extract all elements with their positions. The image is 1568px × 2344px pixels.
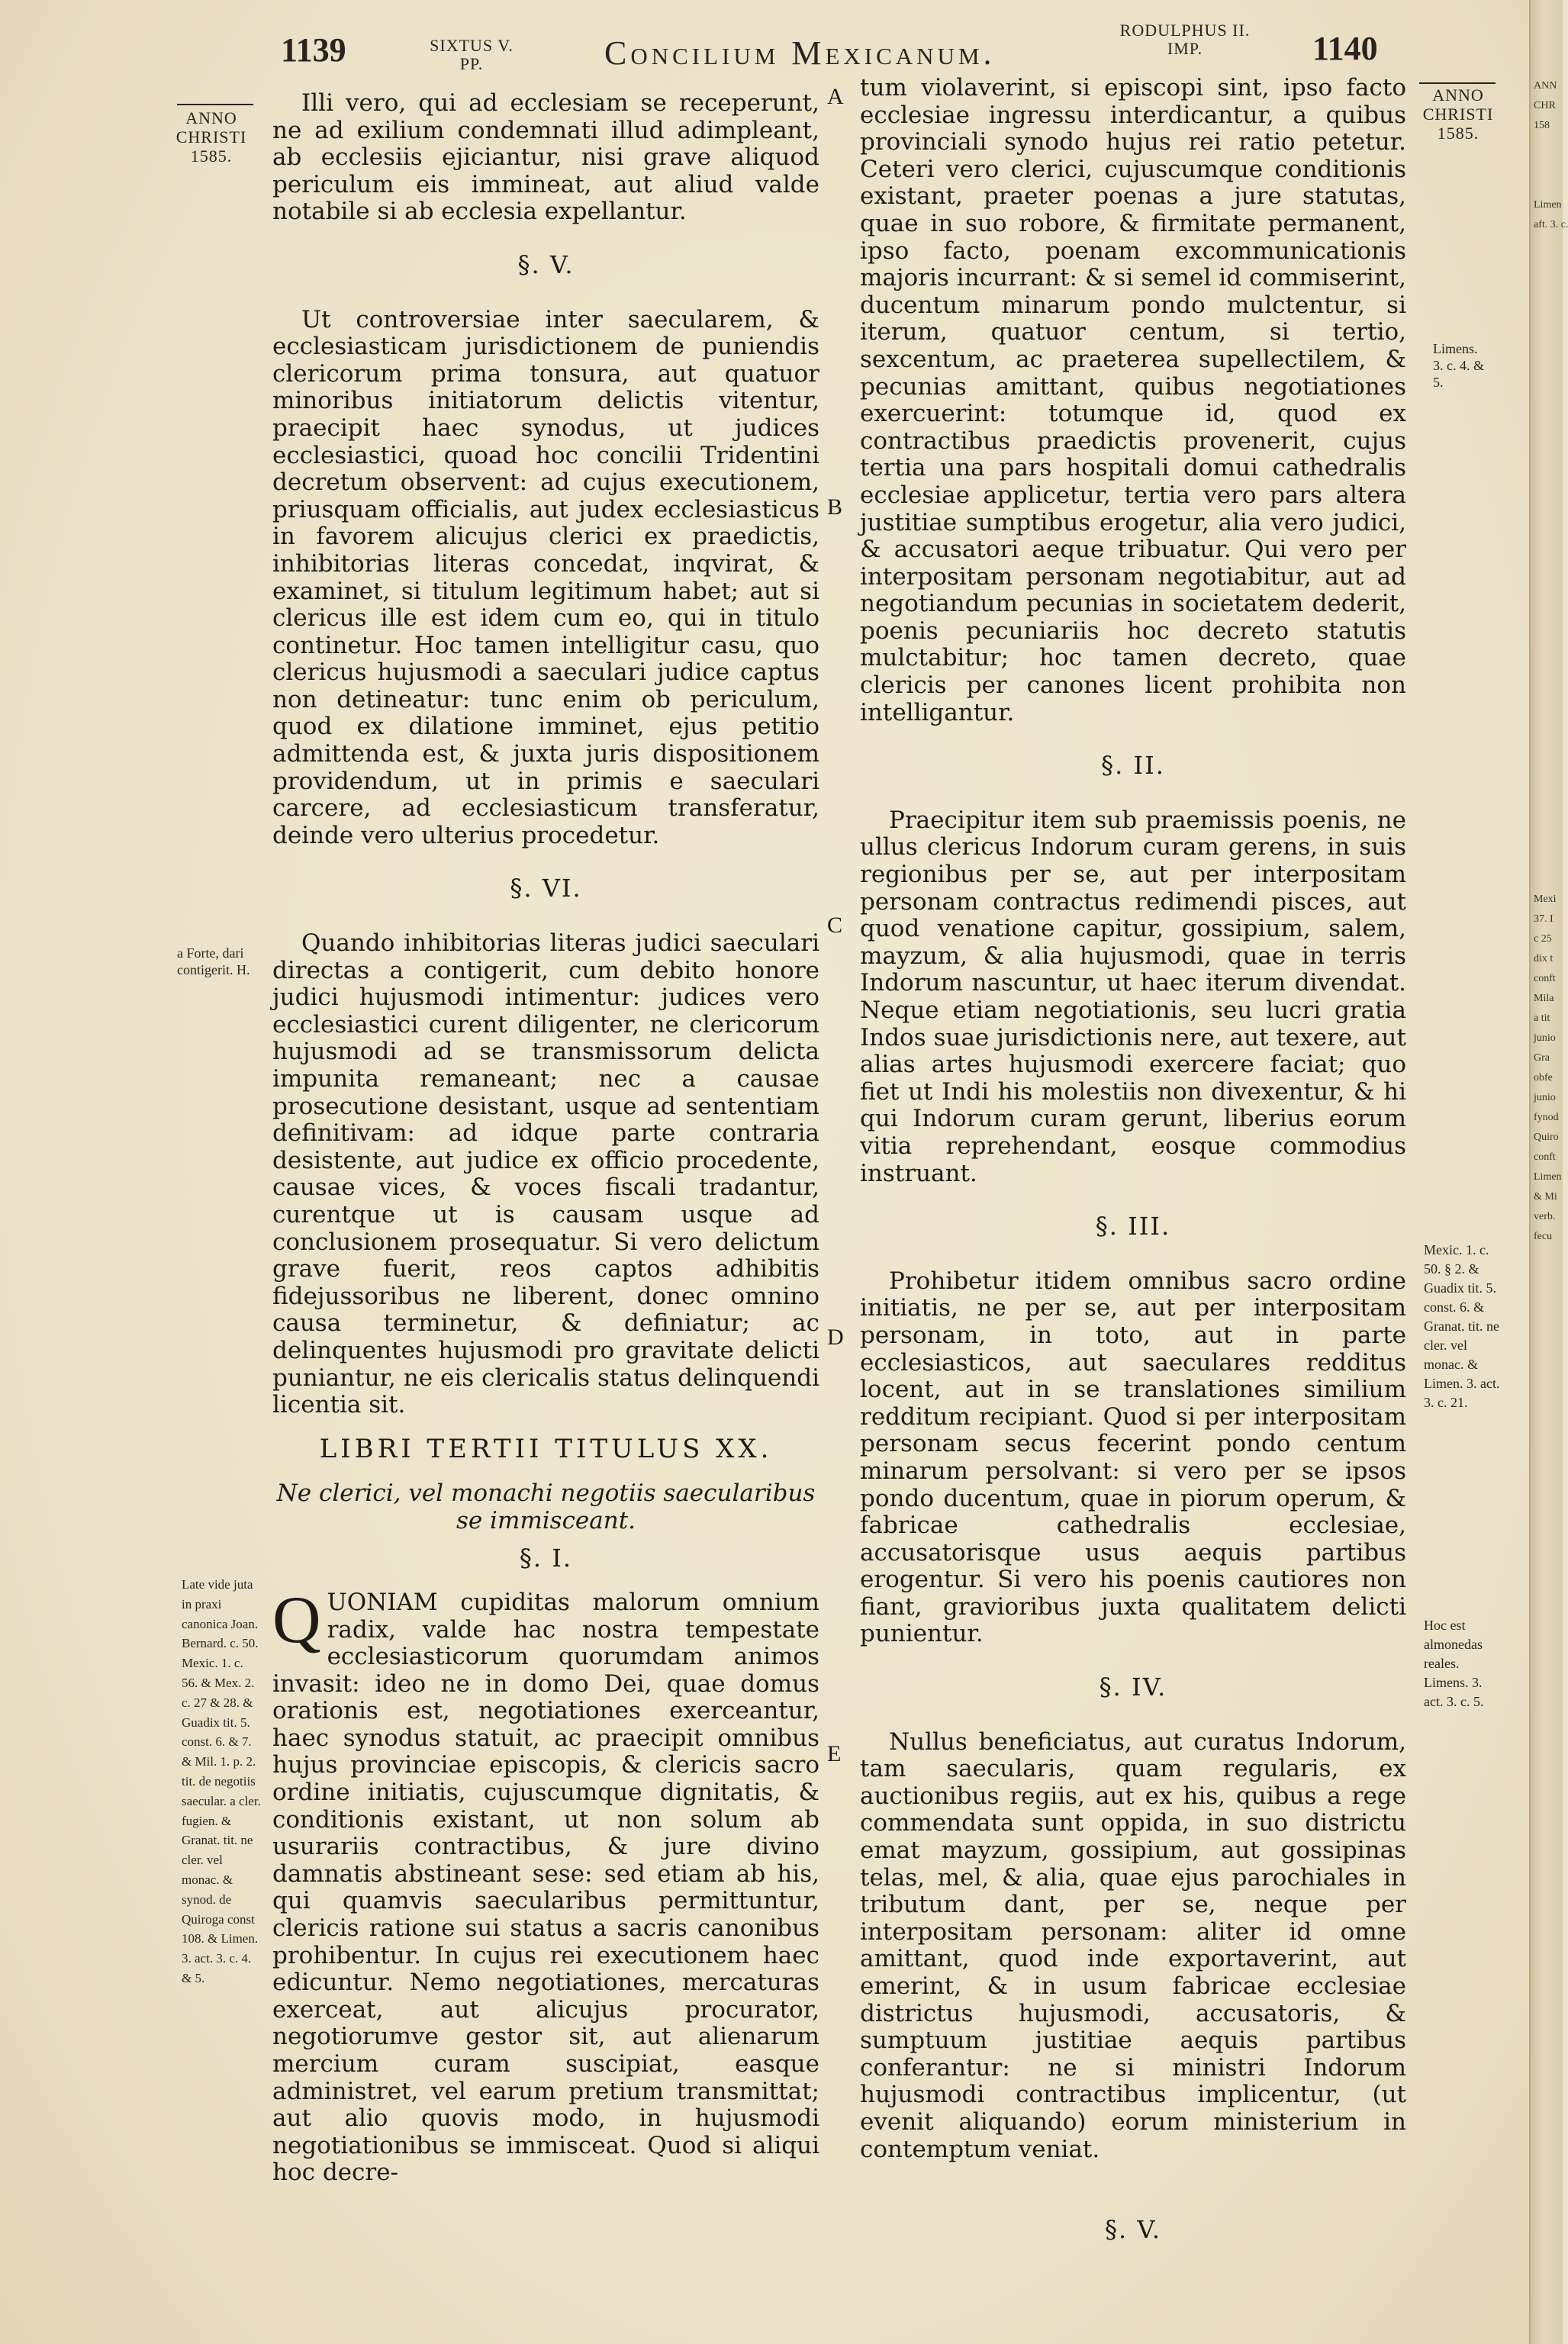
section-heading: §. I. xyxy=(519,1544,573,1573)
section-heading: §. III. xyxy=(1095,1212,1171,1241)
right-column xyxy=(860,75,1406,2272)
anno-label: ANNO xyxy=(185,108,237,127)
edge-line: junio xyxy=(1534,1092,1556,1103)
edge-line xyxy=(1534,652,1561,671)
edge-line: verb. xyxy=(1534,1211,1556,1222)
edge-line: junio xyxy=(1534,1032,1556,1044)
edge-line xyxy=(1534,414,1561,433)
paragraph: Ut controversiae inter saecularem, & ecclesiasticam jurisdictionem de puniendis clericorum prima tonsura, aut quatuor minoribus initiatorum delictis vitentur, praecipit haec synodus, ut judices ecclesiastici, quoad hoc concilii Tridentini decretum observent: ad cujus executionem, priusquam officialis, aut judex ecclesiasticus in favorem alicujus clerici ex praedictis, inhibitorias literas concedat, inqvirat, & examinet, si titulum legitimum habet; aut si clericus ille est idem cum eo, qui in titulo continetur. Hoc tamen intelligitur casu, quo clericus hujusmodi a saeculari judice captus non detineatur: tunc enim ob periculum, quod ex dilatione imminet, ejus petitio admittenda est, & juxta juris dispositionem providendum, ut in primis e saeculari carcere, ad ecclesiasticum transferatur, deinde vero ulterius procedetur. xyxy=(272,305,819,849)
edge-line: conft xyxy=(1534,973,1556,984)
margin-note-forte: a Forte, dari contigerit. H. xyxy=(177,945,250,977)
edge-line: & Mi xyxy=(1534,1191,1557,1203)
pope-heading xyxy=(418,37,525,73)
edge-line: aft. 3. c. xyxy=(1534,219,1568,230)
edge-line: CHR xyxy=(1534,100,1556,111)
year-label: 1585. xyxy=(190,146,233,166)
christi-label: CHRISTI xyxy=(1422,105,1494,124)
edge-line xyxy=(1534,175,1561,195)
margin-rule-left xyxy=(177,104,253,105)
edge-line xyxy=(1534,334,1561,354)
title-rubric xyxy=(272,1479,819,1534)
edge-line xyxy=(1534,275,1561,295)
edge-line xyxy=(1534,136,1561,156)
emperor-name: RODULPHUS II. xyxy=(1119,21,1251,40)
paragraph: Nullus beneficiatus, aut curatus Indorum, tam saecularis, quam regularis, ex auctionibus regiis, aut ex his, quibus a rege commendata sunt oppida, in suo districtu emat mayzum, gossipium, aut gossipinas telas, mel, & alia, quae ejus parochiales in tributum dant, per se, neque per interpositam personam: aliter id omne amittant, quod inde exportaverint, aut emerint, & in usum fabricae ecclesiae districtus hujusmodi, accusatoris, & sumptuum justitiae aequis partibus conferantur: ne si ministri Indorum hujusmodi contractibus implicentur, (ut evenit aliquando) eorum ministerium in contemptum veniat. xyxy=(860,1727,1406,2163)
page-number-left: 1139 xyxy=(281,31,346,69)
edge-line: Limen xyxy=(1534,1171,1562,1183)
edge-line: Mexi xyxy=(1534,893,1557,905)
edge-line xyxy=(1534,572,1561,592)
rubric-line: se immisceant. xyxy=(456,1507,636,1535)
section-heading: §. II. xyxy=(1101,751,1165,781)
edge-line: Limen xyxy=(1534,199,1562,211)
paragraph: tum violaverint, si episcopi sint, ipso facto ecclesiae ingressu interdicantur, a quibus provinciali synodo hujus rei ratio petetur. Ceteri vero clerici, cujuscumque conditionis existant, praeter poenas a jure statutas, quae in suo robore, & firmitate permanent, ipso facto, poenam excommunicationis majoris incurrant: & si semel id commiserint, ducentum minarum pondo mulctentur, si iterum, quatuor centum, si tertio, sexcentum, ac praeterea supellectilem, & pecunias amittant, quibus negotiationes exercuerint: totumque id, quod ex contractibus praedictis provenerit, cujus tertia una pars hospitali domui cathedralis ecclesiae applicetur, tertia vero pars altera justitiae sumptibus erogetur, alia vero judici, & accusatori aeque tribuatur. Qui vero per interpositam personam negotiabitur, aut ad negotiandum pecunias in societatem dederit, poenis pecuniariis hoc decreto statutis mulctabitur; hoc tamen decreto, quae clericis per canones licent prohibita non intelligantur. xyxy=(860,74,1406,726)
adjacent-page-edge xyxy=(1529,0,1568,2344)
section-letter-d: D xyxy=(827,1325,844,1350)
edge-line: fecu xyxy=(1534,1231,1553,1242)
edge-line xyxy=(1534,790,1561,810)
paragraph-with-dropcap xyxy=(272,1583,819,2187)
edge-line xyxy=(1534,552,1561,572)
section-letter-e: E xyxy=(827,1741,842,1766)
section-heading: §. VI. xyxy=(510,874,582,903)
edge-line xyxy=(1534,314,1561,334)
edge-line xyxy=(1534,850,1561,870)
edge-line xyxy=(1534,295,1561,314)
section-heading: §. V. xyxy=(1104,2215,1162,2245)
page-title: Concilium Mexicanum. xyxy=(604,34,996,72)
left-column xyxy=(272,90,819,2187)
rubric-line: Ne clerici, vel monachi negotiis saecularibus xyxy=(276,1479,816,1508)
paragraph: Illi vero, qui ad ecclesiam se receperunt, ne ad exilium condemnati illud adimpleant, ab ecclesiis ejiciantur, nisi grave aliquod periculum eis immineat, aut aliud valde notabile si ab ecclesia expellantur. xyxy=(272,89,819,226)
christi-label: CHRISTI xyxy=(175,127,247,146)
edge-line xyxy=(1534,870,1561,890)
adjacent-page-text xyxy=(1534,76,1568,1247)
edge-line: a tit xyxy=(1534,1013,1550,1024)
edge-line xyxy=(1534,394,1561,414)
page-number-right: 1140 xyxy=(1312,30,1378,67)
book-title-heading: LIBRI TERTII TITULUS XX. xyxy=(319,1433,773,1464)
margin-note-almonedas: Hoc est almonedas reales. Limens. 3. act. 3. c. 5. xyxy=(1424,1618,1484,1709)
edge-line xyxy=(1534,354,1561,374)
edge-line xyxy=(1534,671,1561,691)
edge-line xyxy=(1534,453,1561,473)
margin-note-references-left: Late vide juta in praxi canonica Joan. Bernard. c. 50. Mexic. 1. c. 56. & Mex. 2. c. 27 & 28. & Guadix tit. 5. const. 6. & 7. & Mil. 1. p. 2. tit. de negotiis saecular. a cler. fugien. & Granat. tit. ne cler. vel monac. & synod. de Quiroga const 108. & Limen. 3. act. 3. c. 4. & 5. xyxy=(182,1577,261,1985)
paragraph: Prohibetur itidem omnibus sacro ordine initiatis, ne per se, aut per interpositam personam, in toto, aut in parte ecclesiasticos, aut saeculares redditus locent, aut in se translationes similium redditum recipiant. Quod si per interpositam personam secus fecerint pondo centum minarum persolvant: si vero per se ipsos pondo ducentum, quae in piorum operum, & fabricae cathedralis ecclesiae, accusatorisque usus aequis partibus erogentur. Si vero his poenis cautiores non fiant, gravioribus juxta qualitatem delicti punientur. xyxy=(860,1267,1406,1648)
edge-line xyxy=(1534,810,1561,830)
section-heading: §. V. xyxy=(517,250,575,279)
edge-line xyxy=(1534,830,1561,850)
edge-line xyxy=(1534,473,1561,493)
year-label: 1585. xyxy=(1437,124,1479,143)
edge-line xyxy=(1534,731,1561,751)
edge-line: ANN xyxy=(1534,80,1557,92)
emperor-heading xyxy=(1105,21,1265,58)
edge-line xyxy=(1534,156,1561,175)
edge-line: conft xyxy=(1534,1151,1556,1163)
edge-line: dix t xyxy=(1534,953,1554,964)
anno-label: ANNO xyxy=(1432,85,1484,105)
edge-line xyxy=(1534,592,1561,612)
emperor-title: IMP. xyxy=(1167,39,1203,58)
edge-line xyxy=(1534,433,1561,453)
drop-capital: Q xyxy=(272,1583,321,1657)
margin-year-left xyxy=(166,108,256,166)
edge-line xyxy=(1534,691,1561,711)
edge-line: 158 xyxy=(1534,120,1550,131)
edge-line xyxy=(1534,374,1561,394)
edge-line xyxy=(1534,711,1561,731)
edge-line xyxy=(1534,632,1561,652)
edge-line xyxy=(1534,235,1561,255)
edge-line: Gra xyxy=(1534,1052,1550,1064)
pope-name: SIXTUS V. xyxy=(430,36,514,55)
edge-line: c 25 xyxy=(1534,933,1552,945)
paragraph: Quando inhibitorias literas judici saeculari directas a contigerit, cum debito honore judici hujusmodi intimentur: judices vero ecclesiastici curent diligenter, ne clericorum hujusmodi ad se transmissorum delicta impunita remaneant; nec a causae prosecutione desistant, usque ad sententiam definitivam: ad idque parte contraria desistente, aut judice ex officio procedente, causae vices, & voces fiscali tradantur, curentque ut is causam usque ad conclusionem prosequatur. Si vero delictum grave fuerit, reos captos adhibitis fidejussoribus ne liberent, donec omnino causa terminetur, & definiatur; ac delinquentes hujusmodi pro gravitate delicti puniantur, ne eis clericalis status delinquendi licentia sit. xyxy=(272,929,819,1419)
edge-line: Quiro xyxy=(1534,1132,1559,1143)
margin-rule-right xyxy=(1419,82,1496,84)
edge-line xyxy=(1534,513,1561,533)
section-letter-b: B xyxy=(827,494,843,520)
section-letter-c: C xyxy=(827,913,843,938)
edge-line: Mila xyxy=(1534,993,1554,1004)
paragraph: Praecipitur item sub praemissis poenis, ne ullus clericus Indorum curam gerens, in suis regionibus per se, aut per interpositam personam contractus redimendi pisces, aut quod venatione capitur, gossipium, salem, mayzum, & alia hujusmodi, quae in terris Indorum nascuntur, ut haec iterum divendat. Neque etiam negotiationis, seu lucri gratia Indos suae jurisdictionis nere, aut texere, aut alias artes hujusmodi exercere faciat; quo fiet ut Indi his molestiis non divexentur, & hi qui Indorum curam gerunt, liberius eorum vitia reprehendant, eosque commodius instruant. xyxy=(860,806,1406,1187)
margin-year-right xyxy=(1413,85,1503,143)
edge-line xyxy=(1534,533,1561,552)
section-heading: §. IV. xyxy=(1099,1673,1167,1702)
edge-line xyxy=(1534,771,1561,790)
edge-line xyxy=(1534,612,1561,632)
edge-line: fynod xyxy=(1534,1112,1559,1123)
paragraph-text: UONIAM cupiditas malorum omnium radix, valde hac nostra tempestate ecclesiasticorum quorumdam animos invasit: ideo ne in domo Dei, quae domus orationis est, negotiationes exerceantur, haec synodus statuit, ac praecipit omnibus hujus provinciae episcopis, & clericis sacro ordine initiatis, cujuscumque dignitatis, & conditionis existant, ut non solum ab usurariis contractibus, & jure divino damnatis abstineant sese: sed etiam ab his, qui quamvis saecularibus permittuntur, clericis ratione sui status a sacris canonibus prohibentur. In cujus rei executionem haec edicuntur. Nemo negotiationes, mercaturas exerceat, aut alicujus procurator, negotiorumve gestor sit, aut alienarum mercium curam suscipiat, easque administret, vel earum pretium transmittat; aut alio quovis modo, in hujusmodi negotiationibus se immisceat. Quod si aliqui hoc decre- xyxy=(272,1588,819,2187)
edge-line: obfe xyxy=(1534,1072,1553,1083)
edge-line xyxy=(1534,751,1561,771)
edge-line xyxy=(1534,255,1561,275)
margin-note-limen: Limens. 3. c. 4. & 5. xyxy=(1433,341,1484,390)
edge-line: 37. I xyxy=(1534,913,1554,925)
pope-title: PP. xyxy=(459,54,484,73)
edge-line xyxy=(1534,493,1561,513)
margin-note-references-right: Mexic. 1. c. 50. § 2. & Guadix tit. 5. const. 6. & Granat. tit. ne cler. vel monac. & Limen. 3. act. 3. c. 21. xyxy=(1424,1242,1500,1410)
running-header xyxy=(275,21,1541,82)
section-letter-a: A xyxy=(827,84,844,109)
